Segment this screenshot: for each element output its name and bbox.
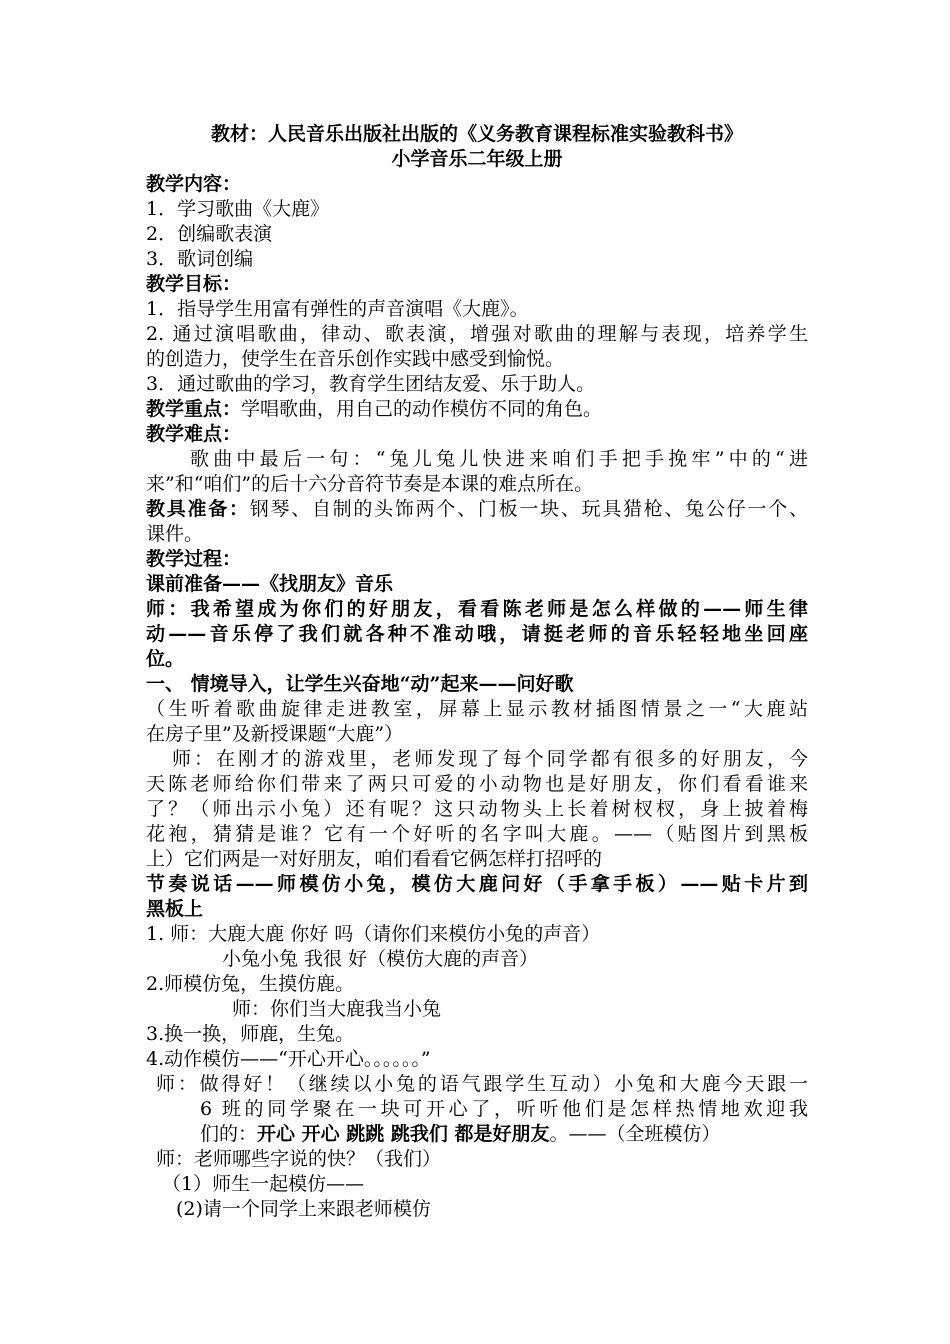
difficulty-heading: 教学难点： [146, 423, 242, 445]
question-line: 师：老师哪些字说的快？（我们） [156, 1148, 442, 1170]
step1-talk-line3: 了？（师出示小兔）还有呢？这只动物头上长着树杈杈，身上披着梅 [146, 798, 808, 820]
key-point-line [146, 397, 808, 422]
step1-title: 一、 情境导入，让学生兴奋地“动”起来——问好歌 [146, 673, 574, 695]
rhythm-item-1: 1. 师：大鹿大鹿 你好 吗（请你们来模仿小兔的声音） [146, 923, 601, 945]
lesson-plan-body [146, 122, 808, 1222]
key-point-text: 学唱歌曲，用自己的动作模仿不同的角色。 [241, 398, 603, 420]
praise-line3-lead: 们的： [200, 1123, 258, 1145]
sub-step-1: （1）师生一起模仿—— [162, 1173, 365, 1195]
teacher-intro-line1: 师：我希望成为你们的好朋友，看看陈老师是怎么样做的——师生律 [146, 598, 808, 620]
step1-talk-line5: 上）它们两是一对好朋友，咱们看看它俩怎样打招呼的 [146, 848, 603, 870]
content-item: 3．歌词创编 [146, 248, 254, 270]
step1-talk-line1: 师：在刚才的游戏里，老师发现了每个同学都有很多的好朋友，今 [172, 748, 808, 770]
rhythm-title-line1: 节奏说话——师模仿小兔，模仿大鹿问好（手拿手板）——贴卡片到 [146, 873, 808, 895]
teacher-intro-line3: 位。 [146, 648, 185, 670]
praise-line1: 师：做得好！（继续以小兔的语气跟学生互动）小兔和大鹿今天跟一 [156, 1073, 808, 1095]
goal-item-2-line1: 2. 通过演唱歌曲，律动、歌表演，增强对歌曲的理解与表现，培养学生 [146, 323, 808, 345]
difficulty-line1: 歌曲中最后一句：“兔儿兔儿快进来咱们手把手挽牢”中的“进 [190, 448, 808, 470]
tools-label: 教具准备： [146, 498, 250, 520]
goals-heading: 教学目标： [146, 273, 242, 295]
step1-note-line2: 在房子里”及新授课题“大鹿”） [146, 723, 404, 745]
key-point-label: 教学重点： [146, 398, 242, 420]
praise-line3-tail: 。——（全班模仿） [549, 1123, 721, 1145]
rhythm-title-line2: 黑板上 [146, 898, 204, 920]
tools-line2: 课件。 [146, 523, 204, 545]
tools-line1 [146, 497, 808, 522]
praise-line3 [146, 1122, 808, 1147]
rhythm-item-3: 3.换一换，师鹿，生兔。 [146, 1023, 355, 1045]
content-item: 2．创编歌表演 [146, 223, 273, 245]
praise-line2: 6 班的同学聚在一块可开心了，听听他们是怎样热情地欢迎我 [200, 1098, 808, 1120]
goal-item-2-line2: 的创造力，使学生在音乐创作实践中感受到愉悦。 [146, 348, 565, 370]
prep-title: 课前准备——《找朋友》音乐 [146, 573, 394, 595]
goal-item-1: 1．指导学生用富有弹性的声音演唱《大鹿》。 [146, 298, 529, 320]
goal-item-3: 3．通过歌曲的学习，教育学生团结友爱、乐于助人。 [146, 373, 596, 395]
rhythm-item-1-reply: 小兔小兔 我很 好（模仿大鹿的声音） [222, 948, 539, 970]
grade-subtitle: 小学音乐二年级上册 [391, 148, 563, 170]
step1-talk-line2: 天陈老师给你们带来了两只可爱的小动物也是好朋友，你们看看谁来 [146, 773, 808, 795]
rhythm-item-2-note: 师：你们当大鹿我当小兔 [232, 998, 442, 1020]
process-heading: 教学过程： [146, 548, 242, 570]
difficulty-line2: 来”和“咱们”的后十六分音符节奏是本课的难点所在。 [146, 473, 594, 495]
step1-note-line1: （生听着歌曲旋律走进教室，屏幕上显示教材插图情景之一“大鹿站 [146, 698, 808, 720]
praise-chant: 开心 开心 跳跳 跳我们 都是好朋友 [257, 1123, 550, 1145]
step1-talk-line4: 花袍，猜猜是谁？它有一个好听的名字叫大鹿。——（贴图片到黑板 [146, 823, 808, 845]
tools-text: 钢琴、自制的头饰两个、门板一块、玩具猎枪、兔公仔一个、 [249, 498, 808, 520]
rhythm-item-4: 4.动作模仿——“开心开心。。。。。。” [146, 1048, 431, 1070]
textbook-title: 教材：人民音乐出版社出版的《义务教育课程标准实验教科书》 [210, 123, 743, 145]
rhythm-item-2: 2.师模仿兔，生摸仿鹿。 [146, 973, 355, 995]
teacher-intro-line2: 动——音乐停了我们就各种不准动哦，请挺老师的音乐轻轻地坐回座 [146, 623, 808, 645]
sub-step-2: (2)请一个同学上来跟老师模仿 [176, 1198, 431, 1220]
content-heading: 教学内容： [146, 173, 242, 195]
content-item: 1．学习歌曲《大鹿》 [146, 198, 330, 220]
